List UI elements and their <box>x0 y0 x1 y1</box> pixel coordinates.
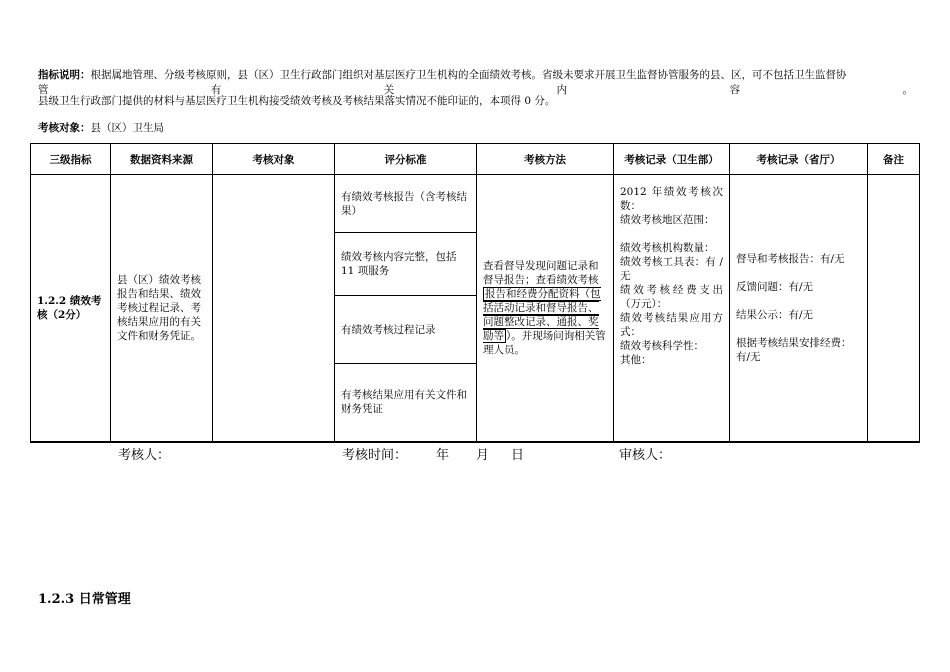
header-cell: 三级指标 <box>31 144 111 175</box>
criteria-cell: 有考核结果应用有关文件和财务凭证 <box>335 364 477 442</box>
method-boxed-text: 报告和经费分配资料（包括活动记录和督导报告、问题整改记录、通报、奖励等 <box>483 287 601 342</box>
record-line: 绩效考核结果应用方式： <box>620 312 723 338</box>
section-title: 1.2.3 日常管理 <box>38 592 131 607</box>
table-row <box>31 175 920 233</box>
record-line: 绩效考核机构数量： <box>620 242 715 254</box>
criteria-cell: 绩效考核内容完整，包括 11 项服务 <box>335 233 477 296</box>
year-label: 年 <box>436 448 450 463</box>
record-line: 绩效考核科学性： <box>620 340 704 352</box>
header-row <box>31 144 920 175</box>
record-line: 督导和考核报告：有/无 <box>736 252 845 265</box>
day-label: 日 <box>511 448 525 463</box>
record-line: 绩效考核地区范围： <box>620 214 715 226</box>
header-cell: 考核记录（卫生部） <box>614 144 730 175</box>
note-word: 管 <box>38 84 49 96</box>
header-cell: 考核方法 <box>477 144 614 175</box>
note-word: 内 <box>556 84 568 96</box>
note-word: 关 <box>383 84 395 96</box>
criteria-cell: 有绩效考核报告（含考核结果） <box>335 175 477 233</box>
month-label: 月 <box>476 448 490 463</box>
assessment-table <box>30 143 920 443</box>
note-line3: 县级卫生行政部门提供的材料与基层医疗卫生机构接受绩效考核及考核结果落实情况不能印证的，本项得 0 分。 <box>38 95 556 107</box>
assessment-target <box>38 122 913 135</box>
assessor-label: 考核人： <box>118 448 171 463</box>
target-label: 考核对象： <box>38 122 91 134</box>
header-cell: 考核对象 <box>213 144 335 175</box>
header-cell: 考核记录（省厅） <box>730 144 868 175</box>
indicator-note <box>38 69 913 82</box>
header-cell: 数据资料来源 <box>111 144 213 175</box>
note-word: 。 <box>902 84 913 96</box>
assessment-time-label: 考核时间： <box>342 448 408 463</box>
record-line: 绩效考核经费支出（万元）： <box>620 284 723 310</box>
record-line: 结果公示：有/无 <box>736 308 814 321</box>
method-text: 查看督导发现问题记录和督导报告；查看绩效考核 <box>483 259 599 286</box>
header-cell: 评分标准 <box>335 144 477 175</box>
criteria-cell: 有绩效考核过程记录 <box>335 296 477 364</box>
method-cell <box>477 175 614 442</box>
target-cell <box>213 175 335 442</box>
province-record-cell <box>730 175 868 442</box>
record-line: 2012 年绩效考核次数： <box>620 186 723 212</box>
record-line: 其他： <box>620 354 652 366</box>
note-label: 指标说明： <box>38 69 91 81</box>
record-line: 根据考核结果安排经费：有/无 <box>736 336 852 363</box>
note-text: 根据属地管理、分级考核原则，县（区）卫生行政部门组织对基层医疗卫生机构的全面绩效考核。省级未要求开展卫生监督协管服务的县、区，可不包括卫生监督协 <box>90 69 847 81</box>
header-cell: 备注 <box>868 144 920 175</box>
note-word: 有 <box>210 84 222 96</box>
target-value: 县（区）卫生局 <box>90 122 164 134</box>
indicator-cell: 1.2.2 绩效考核（2分） <box>31 175 111 442</box>
record-line <box>620 227 723 241</box>
record-line: 绩效考核工具表：有 / 无 <box>620 256 723 282</box>
ministry-record-cell <box>614 175 730 442</box>
remarks-cell <box>868 175 920 442</box>
source-cell: 县（区）绩效考核报告和结果、绩效考核过程记录、考核结果应用的有关文件和财务凭证。 <box>111 175 213 442</box>
method-text-end: ）。并现场问询相关管理人员。 <box>483 329 606 356</box>
reviewer-label: 审核人： <box>619 448 672 463</box>
note-word: 容 <box>729 84 741 96</box>
record-line: 反馈问题：有/无 <box>736 280 814 293</box>
